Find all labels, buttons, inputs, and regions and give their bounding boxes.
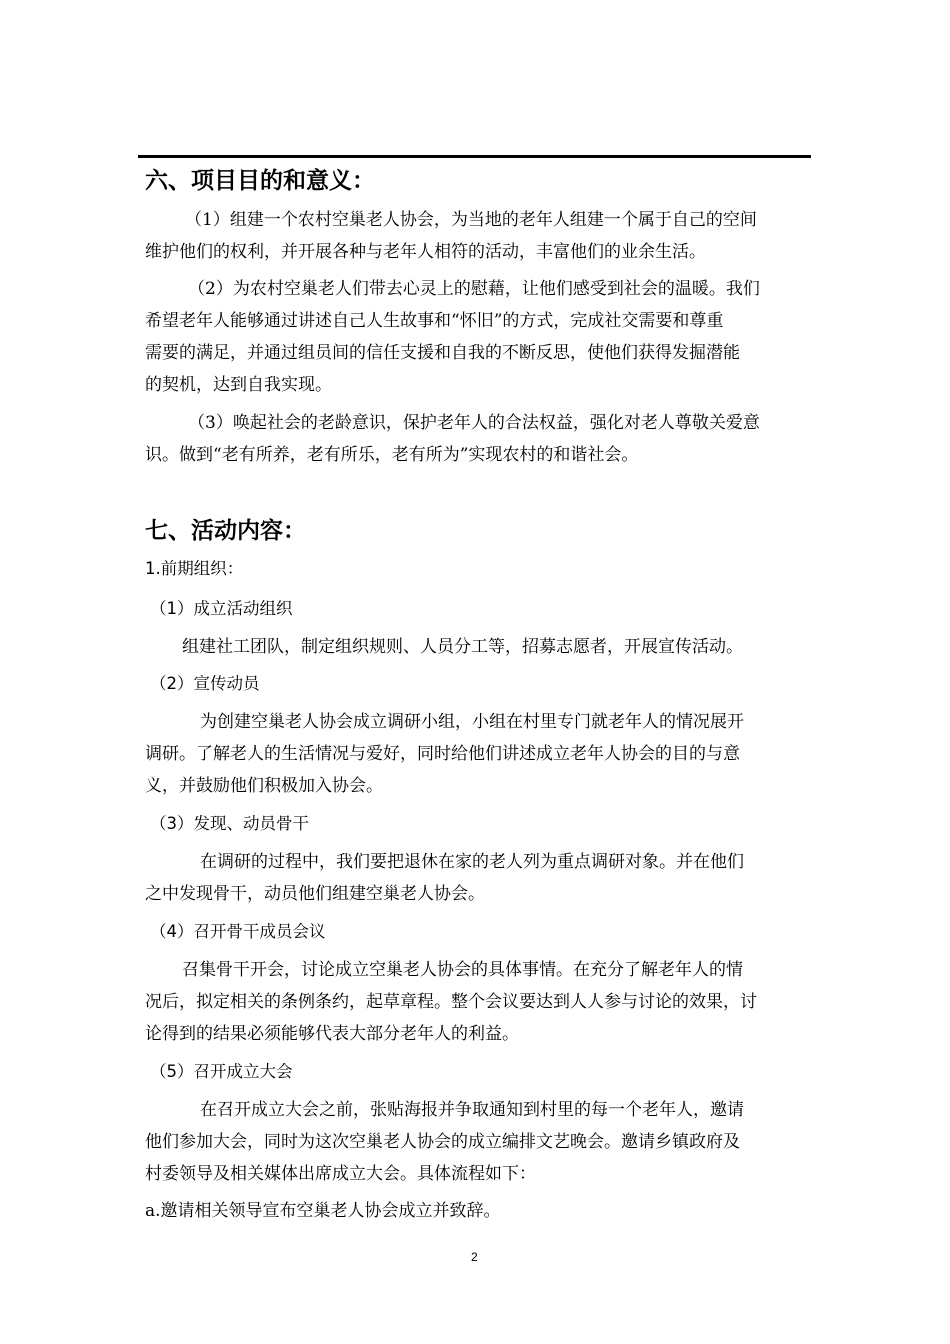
item4-line1: 召集骨干开会，讨论成立空巢老人协会的具体事情。在充分了解老年人的情 xyxy=(182,960,743,980)
item5-line1: 在召开成立大会之前，张贴海报并争取通知到村里的每一个老年人，邀请 xyxy=(200,1100,744,1120)
item5-line3: 村委领导及相关媒体出席成立大会。具体流程如下： xyxy=(145,1164,536,1184)
section7-sub1: 1.前期组织： xyxy=(145,559,244,578)
page-number: 2 xyxy=(471,1250,478,1264)
section6-p3-line1: （3）唤起社会的老龄意识，保护老年人的合法权益，强化对老人尊敬关爱意 xyxy=(188,413,760,433)
section6-p2-line2: 希望老年人能够通过讲述自己人生故事和“怀旧”的方式，完成社交需要和尊重 xyxy=(145,311,724,331)
section6-p1-line1: （1）组建一个农村空巢老人协会，为当地的老年人组建一个属于自己的空间 xyxy=(185,210,757,230)
item5-line2: 他们参加大会，同时为这次空巢老人协会的成立编排文艺晚会。邀请乡镇政府及 xyxy=(145,1132,740,1152)
section6-p3-line2: 识。做到“老有所养，老有所乐，老有所为”实现农村的和谐社会。 xyxy=(145,445,639,465)
item1-title: （1）成立活动组织 xyxy=(150,599,293,618)
item2-line1: 为创建空巢老人协会成立调研小组，小组在村里专门就老年人的情况展开 xyxy=(200,712,744,732)
item4-line3: 论得到的结果必须能够代表大部分老年人的利益。 xyxy=(145,1024,519,1044)
item5-title: （5）召开成立大会 xyxy=(150,1062,293,1081)
header-rule xyxy=(138,155,811,158)
section6-p2-line3: 需要的满足，并通过组员间的信任支援和自我的不断反思，使他们获得发掘潜能 xyxy=(145,343,740,363)
section6-p1-line2: 维护他们的权利，并开展各种与老年人相符的活动，丰富他们的业余生活。 xyxy=(145,242,706,262)
section6-title: 六、项目目的和意义： xyxy=(145,168,375,194)
section6-p2-line1: （2）为农村空巢老人们带去心灵上的慰藉，让他们感受到社会的温暖。我们 xyxy=(188,279,760,299)
item4-line2: 况后，拟定相关的条例条约，起草章程。整个会议要达到人人参与讨论的效果，讨 xyxy=(145,992,757,1012)
item3-title: （3）发现、动员骨干 xyxy=(150,814,309,833)
item2-title: （2）宣传动员 xyxy=(150,674,260,693)
item4-title: （4）召开骨干成员会议 xyxy=(150,922,326,941)
item2-line3: 义，并鼓励他们积极加入协会。 xyxy=(145,776,383,796)
item3-line1: 在调研的过程中，我们要把退休在家的老人列为重点调研对象。并在他们 xyxy=(200,852,744,872)
section7-title: 七、活动内容： xyxy=(145,518,306,544)
section6-p2-line4: 的契机，达到自我实现。 xyxy=(145,375,332,395)
item1-line1: 组建社工团队，制定组织规则、人员分工等，招募志愿者，开展宣传活动。 xyxy=(182,637,743,657)
item-a: a.邀请相关领导宣布空巢老人协会成立并致辞。 xyxy=(145,1201,501,1221)
item3-line2: 之中发现骨干，动员他们组建空巢老人协会。 xyxy=(145,884,485,904)
item2-line2: 调研。了解老人的生活情况与爱好，同时给他们讲述成立老年人协会的目的与意 xyxy=(145,744,740,764)
